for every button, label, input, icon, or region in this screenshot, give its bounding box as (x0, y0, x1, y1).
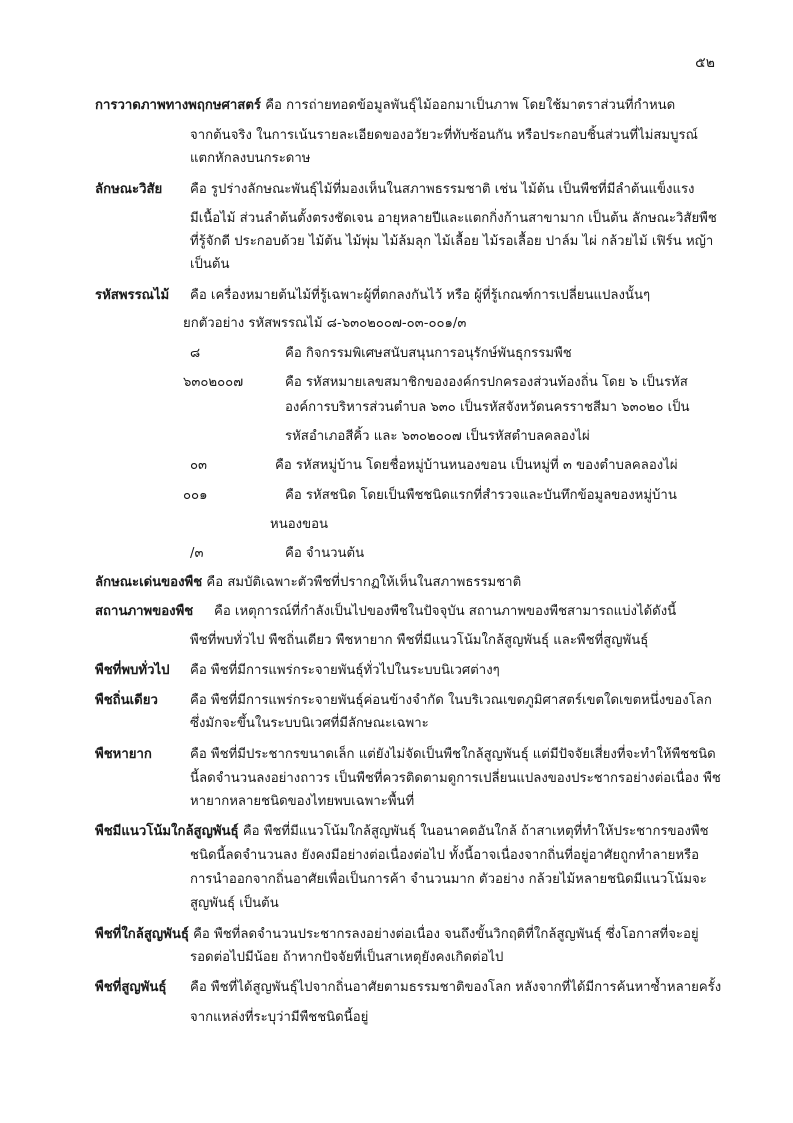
code-description: คือ รหัสหมู่บ้าน โดยชื่อหมู่บ้านหนองขอน เป็นหมู่ที่ ๓ ของตำบลคลองไผ่ (275, 458, 678, 473)
definition-line: คือ พืชที่ลดจำนวนประชากรลงอย่างต่อเนื่อง จนถึงขั้นวิกฤติที่ใกล้สูญพันธุ์ ซึ่งโอกาสที่จะอยู่ (193, 927, 699, 942)
definition-line: รอดต่อไปมีน้อย ถ้าหากปัจจัยที่เป็นสาเหตุยังคงเกิดต่อไป (190, 950, 504, 965)
definition-line: จากต้นจริง ในการเน้นรายละเอียดของอวัยวะที่ทับซ้อนกัน หรือประกอบชิ้นส่วนที่ไม่สมบูรณ์ (190, 128, 698, 143)
code-description: รหัสอำเภอสีคิ้ว และ ๖๓๐๒๐๐๗ เป็นรหัสตำบลคลองไผ่ (285, 429, 590, 444)
definition-line: จากแหล่งที่ระบุว่ามีพืชชนิดนี้อยู่ (190, 1010, 369, 1025)
term-distinctive-feature: ลักษณะเด่นของพืช (95, 575, 203, 590)
code-description: คือ จำนวนต้น (285, 546, 365, 561)
definition-line: คือ พืชที่ได้สูญพันธุ์ไปจากถิ่นอาศัยตามธรรมชาติของโลก หลังจากที่ได้มีการค้นหาซ้ำหลายครั้ง (190, 980, 722, 995)
term-endemic-plant: พืชถิ่นเดียว (95, 693, 158, 708)
definition-line: คือ พืชที่มีแนวโน้มใกล้สูญพันธุ์ ในอนาคตอันใกล้ ถ้าสาเหตุที่ทำให้ประชากรของพืช (242, 824, 709, 839)
term-plant-code: รหัสพรรณไม้ (95, 288, 170, 303)
definition-line: คือ การถ่ายทอดข้อมูลพันธุ์ไม้ออกมาเป็นภาพ โดยใช้มาตราส่วนที่กำหนด (265, 98, 676, 113)
definition-line: คือ สมบัติเฉพาะตัวพืชที่ปรากฏให้เห็นในสภาพธรรมชาติ (206, 575, 522, 590)
term-vulnerable-plant: พืชมีแนวโน้มใกล้สูญพันธุ์ (95, 824, 239, 839)
definition-line: คือ พืชที่มีประชากรขนาดเล็ก แต่ยังไม่จัดเป็นพืชใกล้สูญพันธุ์ แต่มีปัจจัยเสี่ยงที่จะทำให้พืชชนิด (190, 747, 716, 762)
code-part: ๐๐๑ (183, 488, 208, 503)
definition-line: เป็นต้น (190, 257, 230, 272)
definition-line: ที่รู้จักดี ประกอบด้วย ไม้ต้น ไม้พุ่ม ไม้ล้มลุก ไม้เลื้อย ไม้รอเลื้อย ปาล์ม ไผ่ กล้วยไม้ เฟิร์น หญ้า (190, 234, 714, 249)
definition-line: คือ พืชที่มีการแพร่กระจายพันธุ์ทั่วไปในระบบนิเวศต่างๆ (190, 663, 500, 678)
definition-line: คือ พืชที่มีการแพร่กระจายพันธุ์ค่อนข้างจำกัด ในบริเวณเขตภูมิศาสตร์เขตใดเขตหนึ่งของโลก (190, 693, 712, 708)
code-part: /๓ (190, 546, 204, 561)
definition-line: แตกหักลงบนกระดาษ (190, 151, 311, 166)
term-botanical-drawing: การวาดภาพทางพฤกษศาสตร์ (95, 98, 262, 113)
term-plant-status: สถานภาพของพืช (95, 604, 194, 619)
definition-line: นี้ลดจำนวนลงอย่างถาวร เป็นพืชที่ควรติดตามดูการเปลี่ยนแปลงของประชากรอย่างต่อเนื่อง พืช (190, 771, 721, 786)
definition-line: สูญพันธุ์ เป็นต้น (190, 896, 279, 911)
term-habit: ลักษณะวิสัย (95, 182, 163, 197)
definition-line: พืชที่พบทั่วไป พืชถิ่นเดียว พืชหายาก พืชที่มีแนวโน้มใกล้สูญพันธุ์ และพืชที่สูญพันธุ์ (190, 633, 649, 648)
definition-line: คือ เครื่องหมายต้นไม้ที่รู้เฉพาะผู้ที่ตกลงกันไว้ หรือ ผู้ที่รู้เกณฑ์การเปลี่ยนแปลงนั้นๆ (190, 288, 651, 303)
term-endangered-plant: พืชที่ใกล้สูญพันธุ์ (95, 927, 189, 942)
definition-line: หายากหลายชนิดของไทยพบเฉพาะพื้นที่ (190, 794, 415, 809)
term-common-plant: พืชที่พบทั่วไป (95, 663, 170, 678)
code-description: คือ รหัสหมายเลขสมาชิกขององค์กรปกครองส่วนท้องถิ่น โดย ๖ เป็นรหัส (285, 375, 688, 390)
definition-line: การนำออกจากถิ่นอาศัยเพื่อเป็นการค้า จำนวนมาก ตัวอย่าง กล้วยไม้หลายชนิดมีแนวโน้มจะ (190, 872, 707, 887)
definition-line: ชนิดนี้ลดจำนวนลง ยังคงมีอย่างต่อเนื่องต่อไป ทั้งนี้อาจเนื่องจากถิ่นที่อยู่อาศัยถูกทำลายหรือ (190, 848, 700, 863)
code-part: ๖๓๐๒๐๐๗ (183, 375, 244, 390)
definition-line: ซึ่งมักจะขึ้นในระบบนิเวศที่มีลักษณะเฉพาะ (190, 716, 429, 731)
definition-line: ยกตัวอย่าง รหัสพรรณไม้ ๘-๖๓๐๒๐๐๗-๐๓-๐๐๑/๓ (183, 316, 467, 331)
code-description: องค์การบริหารส่วนตำบล ๖๓๐ เป็นรหัสจังหวัดนครราชสีมา ๖๓๐๒๐ เป็น (285, 400, 690, 415)
term-rare-plant: พืชหายาก (95, 747, 152, 762)
code-description: คือ กิจกรรมพิเศษสนับสนุนการอนุรักษ์พันธุกรรมพืช (285, 346, 572, 361)
code-part: ๐๓ (190, 458, 208, 473)
definition-line: คือ รูปร่างลักษณะพันธุ์ไม้ที่มองเห็นในสภาพธรรมชาติ เช่น ไม้ต้น เป็นพืชที่มีลำต้นแข็งแรง (190, 182, 695, 197)
definition-line: คือ เหตุการณ์ที่กำลังเป็นไปของพืชในปัจจุบัน สถานภาพของพืชสามารถแบ่งได้ดังนี้ (214, 604, 677, 619)
code-description: หนองขอน (270, 517, 329, 532)
code-part: ๘ (190, 346, 201, 361)
term-extinct-plant: พืชที่สูญพันธุ์ (95, 980, 167, 995)
page-number: ๕๒ (695, 55, 715, 71)
code-description: คือ รหัสชนิด โดยเป็นพืชชนิดแรกที่สำรวจและบันทึกข้อมูลของหมู่บ้าน (285, 488, 677, 503)
definition-line: มีเนื้อไม้ ส่วนลำต้นตั้งตรงชัดเจน อายุหลายปีและแตกกิ่งก้านสาขามาก เป็นต้น ลักษณะวิสัยพืช (190, 211, 717, 226)
